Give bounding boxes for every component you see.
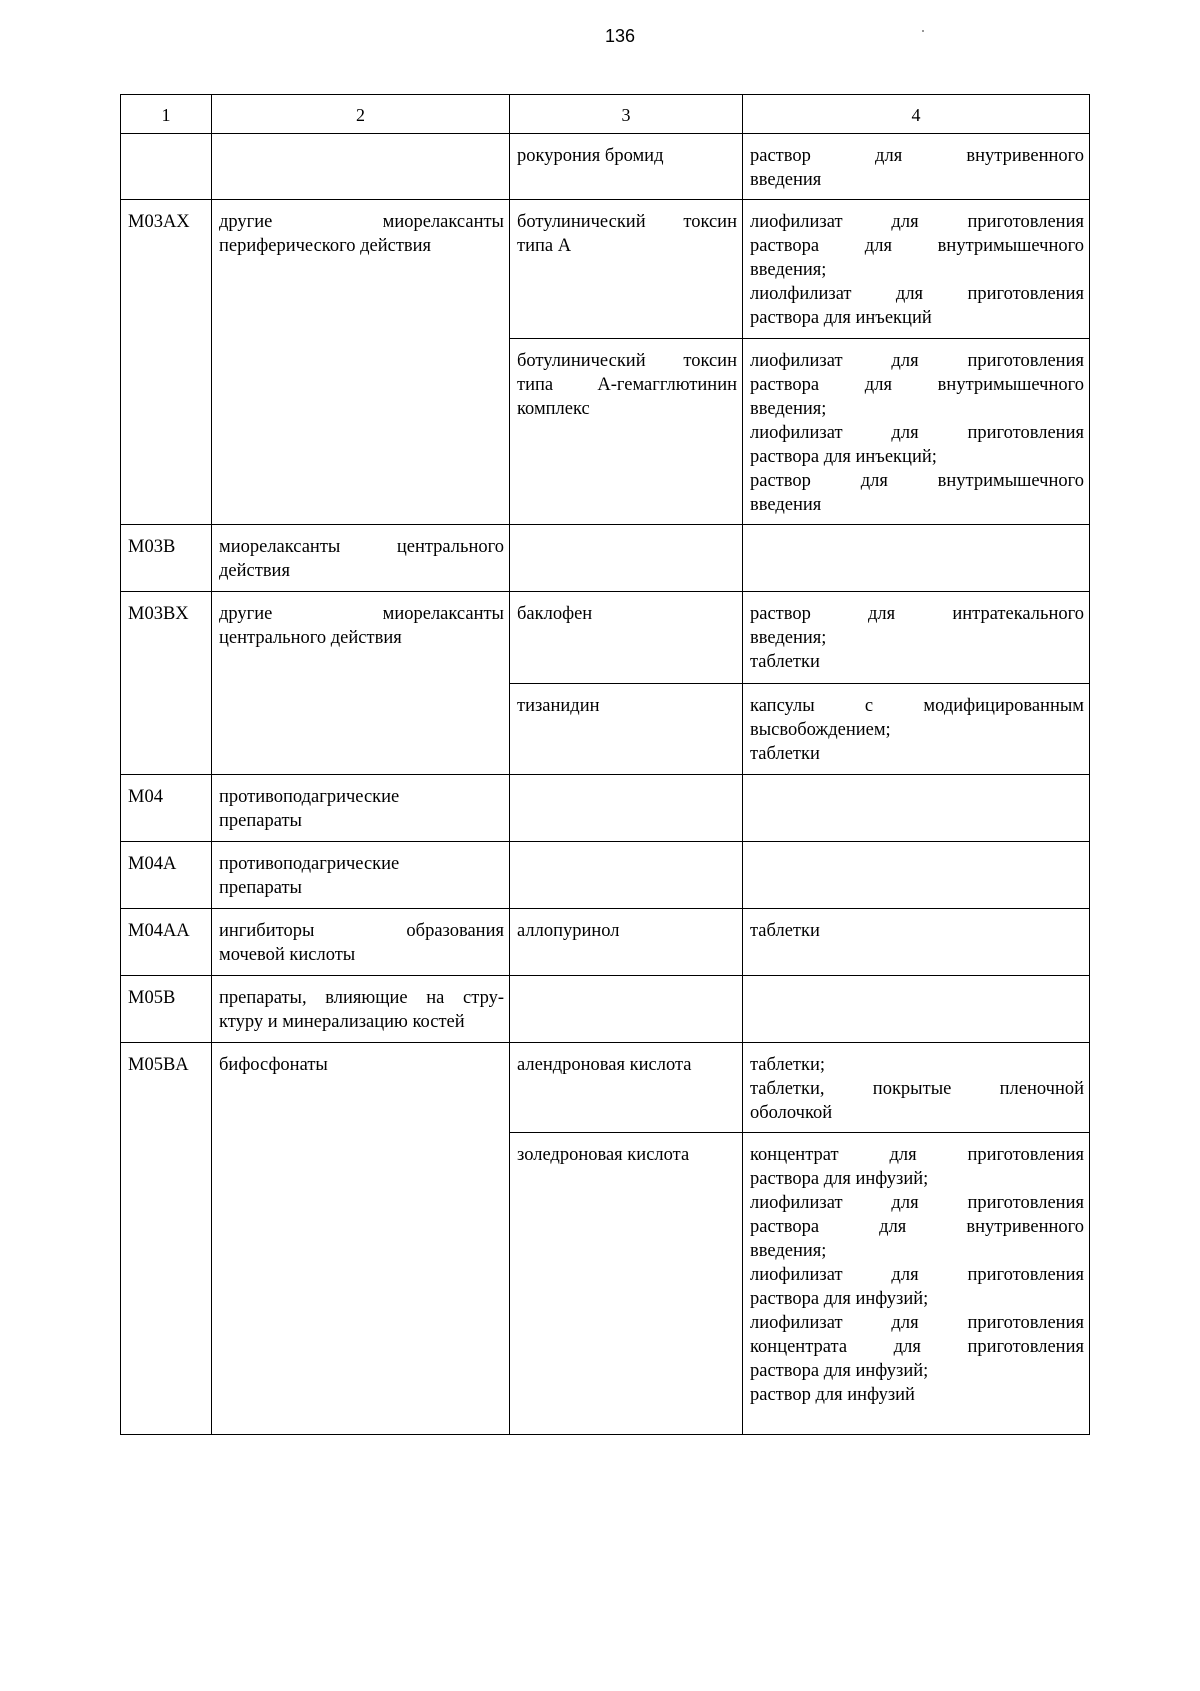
code-cell: M03AX — [121, 200, 212, 525]
drug-cell: тизанидин — [510, 684, 743, 775]
code-cell: M05B — [121, 976, 212, 1043]
drug-cell — [510, 525, 743, 592]
code-cell: M04A — [121, 842, 212, 909]
drug-cell — [510, 976, 743, 1043]
forms-cell: таблетки; таблетки, покрытые пленочной оболочкой — [743, 1043, 1090, 1133]
group-cell: противоподагрические препараты — [212, 842, 510, 909]
code-cell: M04AA — [121, 909, 212, 976]
group-cell: препараты, влияющие на стру- ктуру и минерализацию костей — [212, 976, 510, 1043]
group-cell: другие миорелаксанты периферического действия — [212, 200, 510, 525]
table-row — [121, 775, 1090, 842]
drug-cell: аллопуринол — [510, 909, 743, 976]
drug-cell: баклофен — [510, 592, 743, 684]
forms-cell — [743, 775, 1090, 842]
code-cell: M04 — [121, 775, 212, 842]
group-cell: ингибиторы образования мочевой кислоты — [212, 909, 510, 976]
header-col-2: 2 — [212, 95, 510, 134]
group-cell — [212, 134, 510, 200]
header-col-4: 4 — [743, 95, 1090, 134]
drug-cell: алендроновая кислота — [510, 1043, 743, 1133]
forms-cell: лиофилизат для приготовления раствора для внутримышечного введения; лиофилизат для приготовления раствора для инъекций; раствор для внутримышечного введения — [743, 339, 1090, 525]
table-row — [121, 525, 1090, 592]
drug-cell — [510, 775, 743, 842]
table-row — [121, 134, 1090, 200]
code-cell: M05BA — [121, 1043, 212, 1435]
drug-cell: ботулинический токсин типа А — [510, 200, 743, 339]
header-col-1: 1 — [121, 95, 212, 134]
group-cell: миорелаксанты центрального действия — [212, 525, 510, 592]
forms-cell: концентрат для приготовления раствора для инфузий; лиофилизат для приготовления раствора для внутривенного введения; лиофилизат для приготовления раствора для инфузий; лиофилизат для приготовления концентрата для приготовления раствора для инфузий; раствор для инфузий — [743, 1133, 1090, 1435]
forms-cell — [743, 976, 1090, 1043]
forms-cell: таблетки — [743, 909, 1090, 976]
table-row — [121, 200, 1090, 339]
header-row — [121, 95, 1090, 134]
drug-cell: рокурония бромид — [510, 134, 743, 200]
page-number: 136 — [604, 26, 636, 46]
forms-cell: лиофилизат для приготовления раствора для внутримышечного введения; лиолфилизат для приготовления раствора для инъекций — [743, 200, 1090, 339]
forms-cell: раствор для внутривенного введения — [743, 134, 1090, 200]
code-cell: M03B — [121, 525, 212, 592]
forms-cell — [743, 842, 1090, 909]
group-cell: другие миорелаксанты центрального действия — [212, 592, 510, 775]
forms-cell: капсулы с модифицированным высвобождением; таблетки — [743, 684, 1090, 775]
forms-cell — [743, 525, 1090, 592]
table-row — [121, 592, 1090, 684]
drug-cell: ботулинический токсин типа А-гемагглютинин комплекс — [510, 339, 743, 525]
drug-cell: золедроновая кислота — [510, 1133, 743, 1435]
group-cell: противоподагрические препараты — [212, 775, 510, 842]
header-col-3: 3 — [510, 95, 743, 134]
drug-cell — [510, 842, 743, 909]
scan-speck — [922, 30, 924, 32]
table-row — [121, 842, 1090, 909]
group-cell: бифосфонаты — [212, 1043, 510, 1435]
code-cell: M03BX — [121, 592, 212, 775]
table-row — [121, 976, 1090, 1043]
table-row — [121, 909, 1090, 976]
forms-cell: раствор для интратекального введения; таблетки — [743, 592, 1090, 684]
drug-table — [120, 94, 1090, 1435]
code-cell — [121, 134, 212, 200]
table-row — [121, 1043, 1090, 1133]
